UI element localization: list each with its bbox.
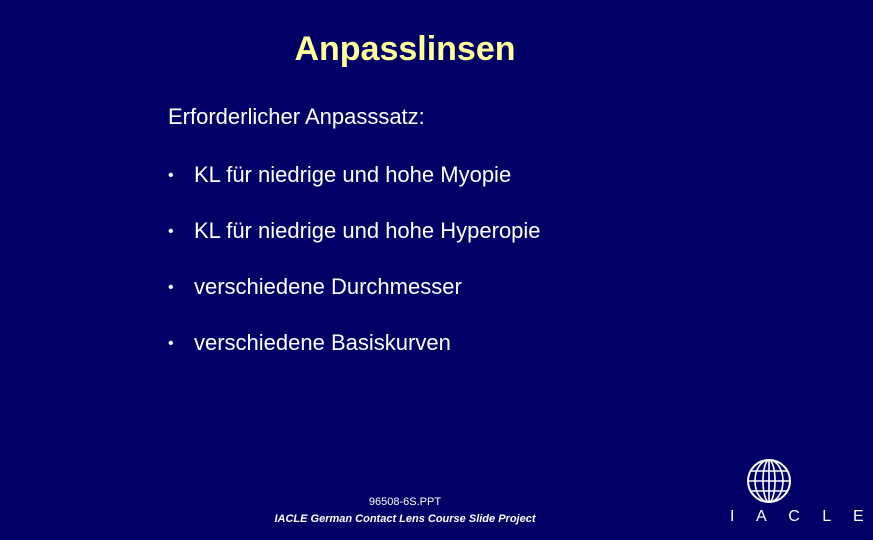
bullet-text: verschiedene Basiskurven <box>194 330 451 355</box>
bullet-text: KL für niedrige und hohe Myopie <box>194 162 512 187</box>
bullet-list <box>168 158 541 382</box>
bullet-marker: • <box>168 167 174 184</box>
bullet-marker: • <box>168 335 174 352</box>
footer-file-name: 96508-6S.PPT <box>368 496 442 508</box>
bullet-item <box>168 326 541 382</box>
logo-text: I A C L E <box>730 508 873 525</box>
bullet-marker: • <box>168 223 174 240</box>
bullet-item <box>168 158 541 214</box>
footer-project-name: IACLE German Contact Lens Course Slide Project <box>274 513 536 525</box>
slide-title: Anpasslinsen <box>294 30 516 68</box>
bullet-text: KL für niedrige und hohe Hyperopie <box>194 218 541 243</box>
bullet-marker: • <box>168 279 174 296</box>
globe-icon <box>746 458 792 504</box>
bullet-text: verschiedene Durchmesser <box>194 274 462 299</box>
bullet-item <box>168 270 541 326</box>
bullet-item <box>168 214 541 270</box>
slide-subtitle: Erforderlicher Anpasssatz: <box>168 104 425 129</box>
iacle-logo <box>728 456 873 540</box>
